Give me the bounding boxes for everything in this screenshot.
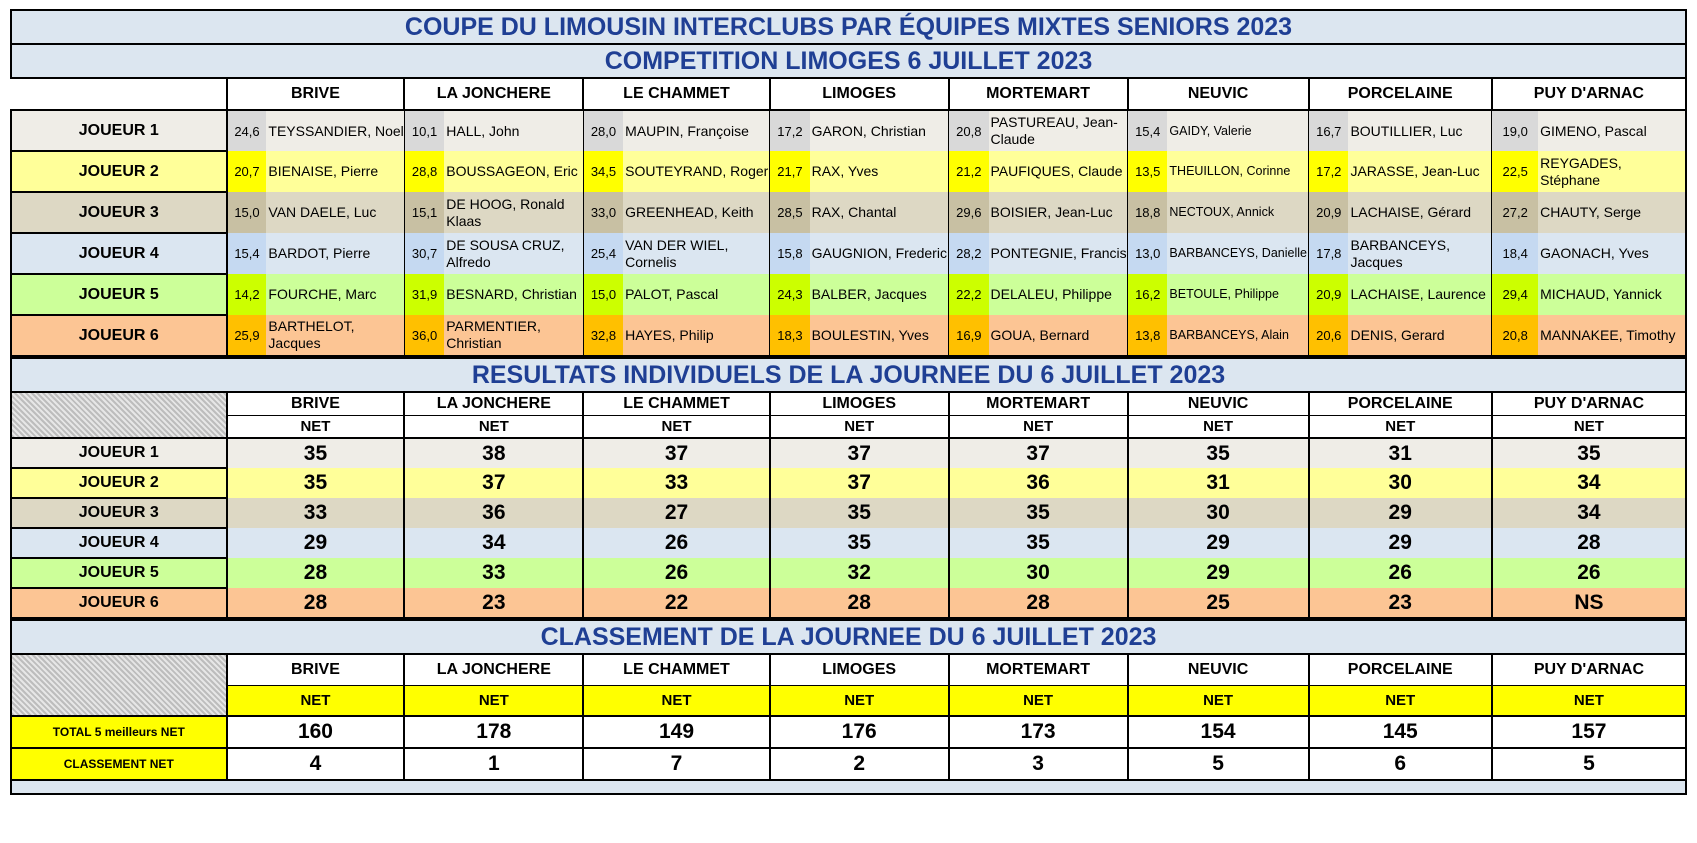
player-label: JOUEUR 6 (11, 588, 227, 618)
rank-net: 6 (1309, 748, 1492, 780)
player-name: MICHAUD, Yannick (1538, 274, 1686, 315)
net-score: 33 (227, 498, 405, 528)
roster-row (11, 274, 1686, 315)
handicap: 20,7 (227, 151, 267, 192)
net-score: 37 (770, 438, 949, 468)
ranking-team-5: NEUVIC (1128, 654, 1309, 685)
player-name: MAUPIN, Françoise (623, 110, 770, 151)
results-team-5: NEUVIC (1128, 392, 1309, 415)
player-name: GAUGNION, Frederic (810, 233, 949, 274)
roster-row (11, 315, 1686, 356)
player-name: LACHAISE, Gérard (1348, 192, 1491, 233)
results-net-label: NET (404, 415, 583, 438)
player-name: BOISIER, Jean-Luc (989, 192, 1128, 233)
net-score: 22 (583, 588, 769, 618)
team-header-0: BRIVE (227, 78, 405, 110)
total-net: 178 (404, 716, 583, 748)
player-name: VAN DAELE, Luc (266, 192, 404, 233)
net-score: 28 (1492, 528, 1686, 558)
handicap: 15,0 (583, 274, 623, 315)
ranking-net-label: NET (949, 685, 1128, 716)
results-net-label: NET (583, 415, 769, 438)
team-header-2: LE CHAMMET (583, 78, 769, 110)
net-score: 29 (1128, 528, 1309, 558)
handicap: 24,6 (227, 110, 267, 151)
handicap: 34,5 (583, 151, 623, 192)
handicap: 19,0 (1492, 110, 1538, 151)
handicap: 33,0 (583, 192, 623, 233)
net-score: 28 (949, 588, 1128, 618)
net-score: 28 (227, 588, 405, 618)
results-net-label: NET (1492, 415, 1686, 438)
ranking-table (10, 619, 1687, 795)
handicap: 17,2 (1309, 151, 1349, 192)
player-name: FOURCHE, Marc (266, 274, 404, 315)
handicap: 16,2 (1128, 274, 1168, 315)
handicap: 20,8 (1492, 315, 1538, 356)
results-net-label: NET (1309, 415, 1492, 438)
player-name: BOULESTIN, Yves (810, 315, 949, 356)
net-score: 37 (949, 438, 1128, 468)
rank-net: 1 (404, 748, 583, 780)
net-score: 23 (1309, 588, 1492, 618)
net-score: 35 (770, 528, 949, 558)
handicap: 17,2 (770, 110, 810, 151)
player-name: PALOT, Pascal (623, 274, 770, 315)
handicap: 32,8 (583, 315, 623, 356)
team-header-3: LIMOGES (770, 78, 949, 110)
results-row (11, 498, 1686, 528)
player-name: PAUFIQUES, Claude (989, 151, 1128, 192)
player-name: BIENAISE, Pierre (266, 151, 404, 192)
handicap: 18,8 (1128, 192, 1168, 233)
net-score: 26 (583, 528, 769, 558)
handicap: 15,1 (404, 192, 444, 233)
player-name: NECTOUX, Annick (1167, 192, 1308, 233)
player-label: JOUEUR 4 (11, 233, 227, 274)
net-score: 35 (949, 498, 1128, 528)
player-label: JOUEUR 3 (11, 192, 227, 233)
results-team-0: BRIVE (227, 392, 405, 415)
net-score: 35 (770, 498, 949, 528)
player-label: JOUEUR 3 (11, 498, 227, 528)
ranking-net-label: NET (770, 685, 949, 716)
net-score: 30 (1128, 498, 1309, 528)
hatched-corner (11, 392, 227, 438)
handicap: 28,0 (583, 110, 623, 151)
ranking-team-2: LE CHAMMET (583, 654, 769, 685)
net-score: 34 (1492, 498, 1686, 528)
handicap: 16,7 (1309, 110, 1349, 151)
ranking-team-1: LA JONCHERE (404, 654, 583, 685)
player-name: BARBANCEYS, Danielle (1167, 233, 1308, 274)
roster-row (11, 110, 1686, 151)
handicap: 13,5 (1128, 151, 1168, 192)
net-score: NS (1492, 588, 1686, 618)
total-net: 149 (583, 716, 769, 748)
handicap: 22,2 (949, 274, 989, 315)
handicap: 30,7 (404, 233, 444, 274)
handicap: 15,4 (1128, 110, 1168, 151)
player-name: HALL, John (444, 110, 583, 151)
handicap: 21,2 (949, 151, 989, 192)
results-team-2: LE CHAMMET (583, 392, 769, 415)
net-score: 33 (583, 468, 769, 498)
handicap: 10,1 (404, 110, 444, 151)
player-name: BESNARD, Christian (444, 274, 583, 315)
team-header-6: PORCELAINE (1309, 78, 1492, 110)
handicap: 13,0 (1128, 233, 1168, 274)
player-name: THEUILLON, Corinne (1167, 151, 1308, 192)
handicap: 25,9 (227, 315, 267, 356)
results-net-label: NET (770, 415, 949, 438)
handicap: 13,8 (1128, 315, 1168, 356)
net-score: 37 (770, 468, 949, 498)
handicap: 15,8 (770, 233, 810, 274)
handicap: 29,4 (1492, 274, 1538, 315)
net-score: 35 (1492, 438, 1686, 468)
net-score: 34 (1492, 468, 1686, 498)
player-label: JOUEUR 5 (11, 274, 227, 315)
handicap: 20,8 (949, 110, 989, 151)
player-label: JOUEUR 1 (11, 110, 227, 151)
player-name: MANNAKEE, Timothy (1538, 315, 1686, 356)
net-score: 29 (1309, 528, 1492, 558)
handicap: 17,8 (1309, 233, 1349, 274)
total-net: 176 (770, 716, 949, 748)
footer-band (11, 780, 1686, 794)
corner-blank (11, 78, 227, 110)
rank-net: 3 (949, 748, 1128, 780)
player-label: JOUEUR 2 (11, 151, 227, 192)
player-name: CHAUTY, Serge (1538, 192, 1686, 233)
player-label: JOUEUR 5 (11, 558, 227, 588)
player-name: PARMENTIER, Christian (444, 315, 583, 356)
net-score: 28 (227, 558, 405, 588)
handicap: 31,9 (404, 274, 444, 315)
net-score: 28 (770, 588, 949, 618)
net-score: 35 (949, 528, 1128, 558)
ranking-team-3: LIMOGES (770, 654, 949, 685)
handicap: 28,2 (949, 233, 989, 274)
roster-row (11, 192, 1686, 233)
handicap: 27,2 (1492, 192, 1538, 233)
player-label: JOUEUR 6 (11, 315, 227, 356)
results-team-4: MORTEMART (949, 392, 1128, 415)
net-score: 37 (583, 438, 769, 468)
net-score: 32 (770, 558, 949, 588)
player-name: BOUSSAGEON, Eric (444, 151, 583, 192)
team-header-4: MORTEMART (949, 78, 1128, 110)
results-row (11, 558, 1686, 588)
rank-net: 5 (1128, 748, 1309, 780)
ranking-team-4: MORTEMART (949, 654, 1128, 685)
player-name: PASTUREAU, Jean-Claude (989, 110, 1128, 151)
net-score: 31 (1128, 468, 1309, 498)
player-name: GAONACH, Yves (1538, 233, 1686, 274)
player-name: JARASSE, Jean-Luc (1348, 151, 1491, 192)
net-score: 26 (1492, 558, 1686, 588)
ranking-net-label: NET (404, 685, 583, 716)
player-name: DE SOUSA CRUZ, Alfredo (444, 233, 583, 274)
net-score: 35 (227, 468, 405, 498)
handicap: 22,5 (1492, 151, 1538, 192)
player-name: DENIS, Gerard (1348, 315, 1491, 356)
total-net: 173 (949, 716, 1128, 748)
net-score: 38 (404, 438, 583, 468)
net-score: 27 (583, 498, 769, 528)
total-net: 160 (227, 716, 405, 748)
rank-label: CLASSEMENT NET (11, 748, 227, 780)
player-name: BARBANCEYS, Jacques (1348, 233, 1491, 274)
total-net: 154 (1128, 716, 1309, 748)
handicap: 36,0 (404, 315, 444, 356)
player-name: GAIDY, Valerie (1167, 110, 1308, 151)
total-net: 157 (1492, 716, 1686, 748)
handicap: 16,9 (949, 315, 989, 356)
player-name: GIMENO, Pascal (1538, 110, 1686, 151)
results-table (10, 357, 1687, 619)
ranking-net-label: NET (227, 685, 405, 716)
results-net-label: NET (1128, 415, 1309, 438)
player-name: GOUA, Bernard (989, 315, 1128, 356)
handicap: 14,2 (227, 274, 267, 315)
total-net: 145 (1309, 716, 1492, 748)
handicap: 15,4 (227, 233, 267, 274)
handicap: 18,4 (1492, 233, 1538, 274)
team-header-1: LA JONCHERE (404, 78, 583, 110)
player-name: REYGADES, Stéphane (1538, 151, 1686, 192)
handicap: 25,4 (583, 233, 623, 274)
net-score: 29 (1309, 498, 1492, 528)
player-name: SOUTEYRAND, Roger (623, 151, 770, 192)
competition-subtitle: COMPETITION LIMOGES 6 JUILLET 2023 (11, 44, 1686, 78)
ranking-team-0: BRIVE (227, 654, 405, 685)
player-name: RAX, Yves (810, 151, 949, 192)
net-score: 30 (949, 558, 1128, 588)
roster-table (10, 9, 1687, 357)
net-score: 33 (404, 558, 583, 588)
player-name: TEYSSANDIER, Noel (266, 110, 404, 151)
net-score: 29 (1128, 558, 1309, 588)
results-row (11, 438, 1686, 468)
ranking-net-label: NET (1492, 685, 1686, 716)
player-name: BARBANCEYS, Alain (1167, 315, 1308, 356)
team-header-7: PUY D'ARNAC (1492, 78, 1686, 110)
player-name: DELALEU, Philippe (989, 274, 1128, 315)
handicap: 24,3 (770, 274, 810, 315)
player-name: LACHAISE, Laurence (1348, 274, 1491, 315)
player-name: DE HOOG, Ronald Klaas (444, 192, 583, 233)
spreadsheet (10, 9, 1687, 795)
ranking-team-6: PORCELAINE (1309, 654, 1492, 685)
player-name: BARTHELOT, Jacques (266, 315, 404, 356)
results-row (11, 528, 1686, 558)
player-name: HAYES, Philip (623, 315, 770, 356)
player-name: GREENHEAD, Keith (623, 192, 770, 233)
roster-row (11, 233, 1686, 274)
net-score: 23 (404, 588, 583, 618)
results-team-1: LA JONCHERE (404, 392, 583, 415)
handicap: 18,3 (770, 315, 810, 356)
player-name: PONTEGNIE, Francis (989, 233, 1128, 274)
results-team-6: PORCELAINE (1309, 392, 1492, 415)
results-net-label: NET (227, 415, 405, 438)
rank-net: 4 (227, 748, 405, 780)
net-score: 29 (227, 528, 405, 558)
net-score: 26 (1309, 558, 1492, 588)
team-header-5: NEUVIC (1128, 78, 1309, 110)
player-name: VAN DER WIEL, Cornelis (623, 233, 770, 274)
handicap: 21,7 (770, 151, 810, 192)
player-name: GARON, Christian (810, 110, 949, 151)
results-row (11, 468, 1686, 498)
handicap: 20,9 (1309, 274, 1349, 315)
net-score: 35 (1128, 438, 1309, 468)
handicap: 29,6 (949, 192, 989, 233)
player-name: BARDOT, Pierre (266, 233, 404, 274)
net-score: 37 (404, 468, 583, 498)
rank-net: 5 (1492, 748, 1686, 780)
results-team-7: PUY D'ARNAC (1492, 392, 1686, 415)
net-score: 36 (404, 498, 583, 528)
results-team-3: LIMOGES (770, 392, 949, 415)
main-title: COUPE DU LIMOUSIN INTERCLUBS PAR ÉQUIPES MIXTES SENIORS 2023 (11, 10, 1686, 44)
net-score: 35 (227, 438, 405, 468)
net-score: 26 (583, 558, 769, 588)
rank-net: 7 (583, 748, 769, 780)
net-score: 31 (1309, 438, 1492, 468)
handicap: 28,8 (404, 151, 444, 192)
ranking-net-label: NET (1128, 685, 1309, 716)
player-label: JOUEUR 2 (11, 468, 227, 498)
player-name: BETOULE, Philippe (1167, 274, 1308, 315)
ranking-team-7: PUY D'ARNAC (1492, 654, 1686, 685)
results-title: RESULTATS INDIVIDUELS DE LA JOURNEE DU 6 JUILLET 2023 (11, 358, 1686, 392)
ranking-net-label: NET (1309, 685, 1492, 716)
player-label: JOUEUR 1 (11, 438, 227, 468)
roster-row (11, 151, 1686, 192)
handicap: 15,0 (227, 192, 267, 233)
handicap: 20,6 (1309, 315, 1349, 356)
hatched-corner (11, 654, 227, 716)
net-score: 30 (1309, 468, 1492, 498)
results-row (11, 588, 1686, 618)
ranking-net-label: NET (583, 685, 769, 716)
net-score: 36 (949, 468, 1128, 498)
net-score: 25 (1128, 588, 1309, 618)
net-score: 34 (404, 528, 583, 558)
rank-net: 2 (770, 748, 949, 780)
handicap: 28,5 (770, 192, 810, 233)
player-name: RAX, Chantal (810, 192, 949, 233)
player-name: BOUTILLIER, Luc (1348, 110, 1491, 151)
handicap: 20,9 (1309, 192, 1349, 233)
player-label: JOUEUR 4 (11, 528, 227, 558)
ranking-title: CLASSEMENT DE LA JOURNEE DU 6 JUILLET 2023 (11, 620, 1686, 654)
total-label: TOTAL 5 meilleurs NET (11, 716, 227, 748)
player-name: BALBER, Jacques (810, 274, 949, 315)
results-net-label: NET (949, 415, 1128, 438)
